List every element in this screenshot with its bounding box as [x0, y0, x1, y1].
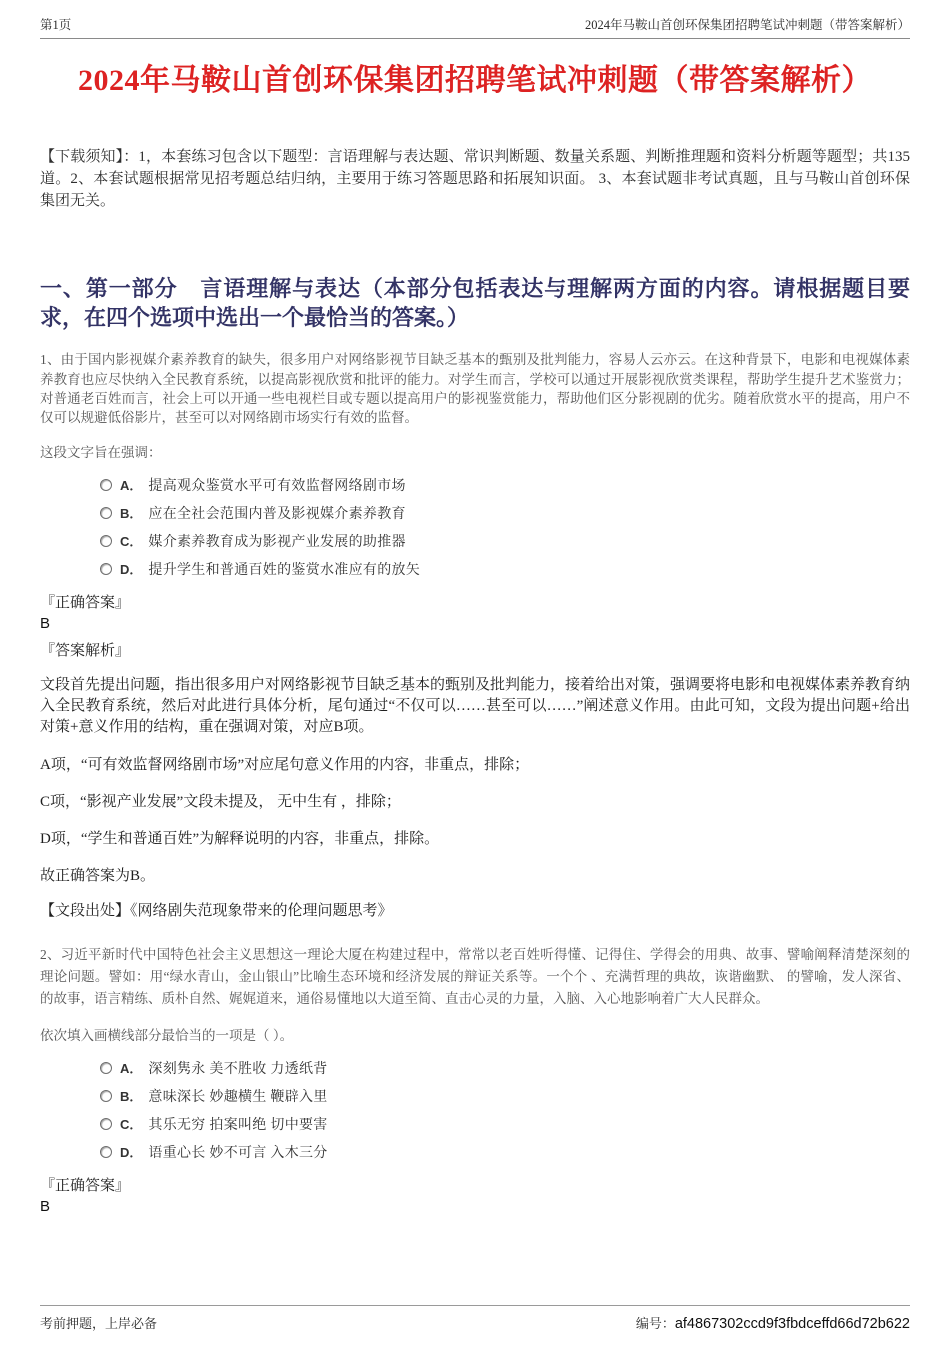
correct-answer-value: B	[40, 615, 51, 633]
option-row-b[interactable]	[100, 1086, 910, 1105]
radio-button[interactable]	[100, 1090, 112, 1102]
options-list	[100, 1058, 910, 1161]
option-letter: D．	[120, 562, 143, 578]
radio-button[interactable]	[100, 563, 112, 575]
correct-answer-header: 『正确答案』	[40, 595, 131, 612]
page-footer	[40, 1305, 910, 1332]
running-header-title: 2024年马鞍山首创环保集团招聘笔试冲刺题（带答案解析）	[584, 18, 910, 32]
analysis-paragraph: 文段首先提出问题，指出很多用户对网络影视节目缺乏基本的甄别及批判能力，接着给出对策，强调要将电影和电视媒体素养教育纳入全民教育系统，然后对此进行具体分析，尾句通过“不仅可以……甚至可以……”阐述意义作用。由此可知，文段为提出问题+给出对策+意义作用的结构，重在强调对策，对应B项。	[40, 677, 911, 735]
option-letter: C．	[120, 534, 143, 550]
option-text: 提升学生和普通百姓的鉴赏水准应有的放矢	[148, 562, 421, 578]
option-text: 语重心长 妙不可言 入木三分	[148, 1145, 328, 1161]
question-prompt: 这段文字旨在强调：	[40, 445, 162, 461]
option-row-b[interactable]	[100, 503, 910, 522]
radio-button[interactable]	[100, 1146, 112, 1158]
question-prompt: 依次填入画横线部分最恰当的一项是（ ）。	[40, 1028, 294, 1044]
document-number	[636, 1313, 910, 1332]
option-text: 媒介素养教育成为影视产业发展的助推器	[148, 534, 406, 550]
analysis-point-a: A项，“可有效监督网络剧市场”对应尾句意义作用的内容，非重点，排除；	[40, 757, 530, 774]
option-row-c[interactable]	[100, 531, 910, 550]
analysis-point-c: C项，“影视产业发展”文段未提及， 无中生有 ，排除；	[40, 794, 401, 811]
radio-button[interactable]	[100, 479, 112, 491]
option-row-a[interactable]	[100, 1058, 910, 1077]
correct-answer-header: 『正确答案』	[40, 1178, 131, 1195]
correct-answer-value: B	[40, 1198, 51, 1216]
option-text: 其乐无穷 拍案叫绝 切中要害	[148, 1117, 328, 1133]
option-row-d[interactable]	[100, 1142, 910, 1161]
analysis-point-d: D项，“学生和普通百姓”为解释说明的内容，非重点，排除。	[40, 831, 440, 848]
option-letter: D．	[120, 1145, 143, 1161]
option-row-d[interactable]	[100, 559, 910, 578]
question-stem: 2、习近平新时代中国特色社会主义思想这一理论大厦在构建过程中，常常以老百姓听得懂、记得住、学得会的用典、故事、譬喻阐释清楚深刻的理论问题。譬如：用“绿水青山，金山银山”比喻生态环境和经济发展的辩证关系等。一个个 、充满哲理的典故，诙谐幽默、 的譬喻，发人深省、 的故事，语言精练、质朴自然、娓娓道来，通俗易懂地以大道至简、直击心灵的力量，入脑、入心地影响着广大人民群众。	[40, 947, 910, 1007]
document-number-label: 编号：	[635, 1316, 675, 1331]
analysis-conclusion: 故正确答案为B。	[40, 868, 156, 885]
option-text: 应在全社会范围内普及影视媒介素养教育	[148, 506, 406, 522]
option-letter: C．	[120, 1117, 143, 1133]
option-letter: A．	[120, 478, 143, 494]
question-stem: 1、由于国内影视媒介素养教育的缺失，很多用户对网络影视节目缺乏基本的甄别及批判能力，容易人云亦云。在这种背景下，电影和电视媒体素养教育也应尽快纳入全民教育系统，以提高影视欣赏和批评的能力。对学生而言，学校可以通过开展影视欣赏类课程，帮助学生提升艺术鉴赏力；对普通老百姓而言，社会上可以开通一些电视栏目或专题以提高用户的影视鉴赏能力，帮助他们区分影视剧的优劣。随着欣赏水平的提高，用户不仅可以规避低俗影片，甚至可以对网络剧市场实行有效的监督。	[40, 352, 910, 426]
download-notice: 【下载须知】：1，本套练习包含以下题型：言语理解与表达题、常识判断题、数量关系题、判断推理题和资料分析题等题型；共135道。2、本套试题根据常见招考题总结归纳，主要用于练习答题思路和拓展知识面。 3、本套试题非考试真题，且与马鞍山首创环保集团无关。	[40, 149, 910, 210]
passage-source: 【文段出处】《网络剧失范现象带来的伦理问题思考》	[40, 903, 393, 920]
question-block-1	[40, 350, 910, 920]
footer-slogan: 考前押题，上岸必备	[40, 1316, 158, 1331]
option-text: 深刻隽永 美不胜收 力透纸背	[148, 1061, 328, 1077]
document-title: 2024年马鞍山首创环保集团招聘笔试冲刺题（带答案解析）	[78, 64, 872, 97]
question-block-2	[40, 944, 910, 1215]
section-heading: 一、第一部分 言语理解与表达（本部分包括表达与理解两方面的内容。请根据题目要求，在四个选项中选出一个最恰当的答案。）	[40, 276, 910, 331]
running-header	[40, 0, 910, 39]
option-text: 提高观众鉴赏水平可有效监督网络剧市场	[148, 478, 406, 494]
document-number-value: af4867302ccd9f3fbdceffd66d72b622	[674, 1316, 910, 1332]
option-letter: B．	[120, 506, 143, 522]
option-row-c[interactable]	[100, 1114, 910, 1133]
radio-button[interactable]	[100, 535, 112, 547]
option-letter: B．	[120, 1089, 143, 1105]
page-number: 第1页	[40, 18, 72, 32]
option-row-a[interactable]	[100, 475, 910, 494]
options-list	[100, 475, 910, 578]
radio-button[interactable]	[100, 1062, 112, 1074]
option-text: 意味深长 妙趣横生 鞭辟入里	[148, 1089, 328, 1105]
option-letter: A．	[120, 1061, 143, 1077]
radio-button[interactable]	[100, 507, 112, 519]
radio-button[interactable]	[100, 1118, 112, 1130]
analysis-header: 『答案解析』	[40, 643, 131, 660]
